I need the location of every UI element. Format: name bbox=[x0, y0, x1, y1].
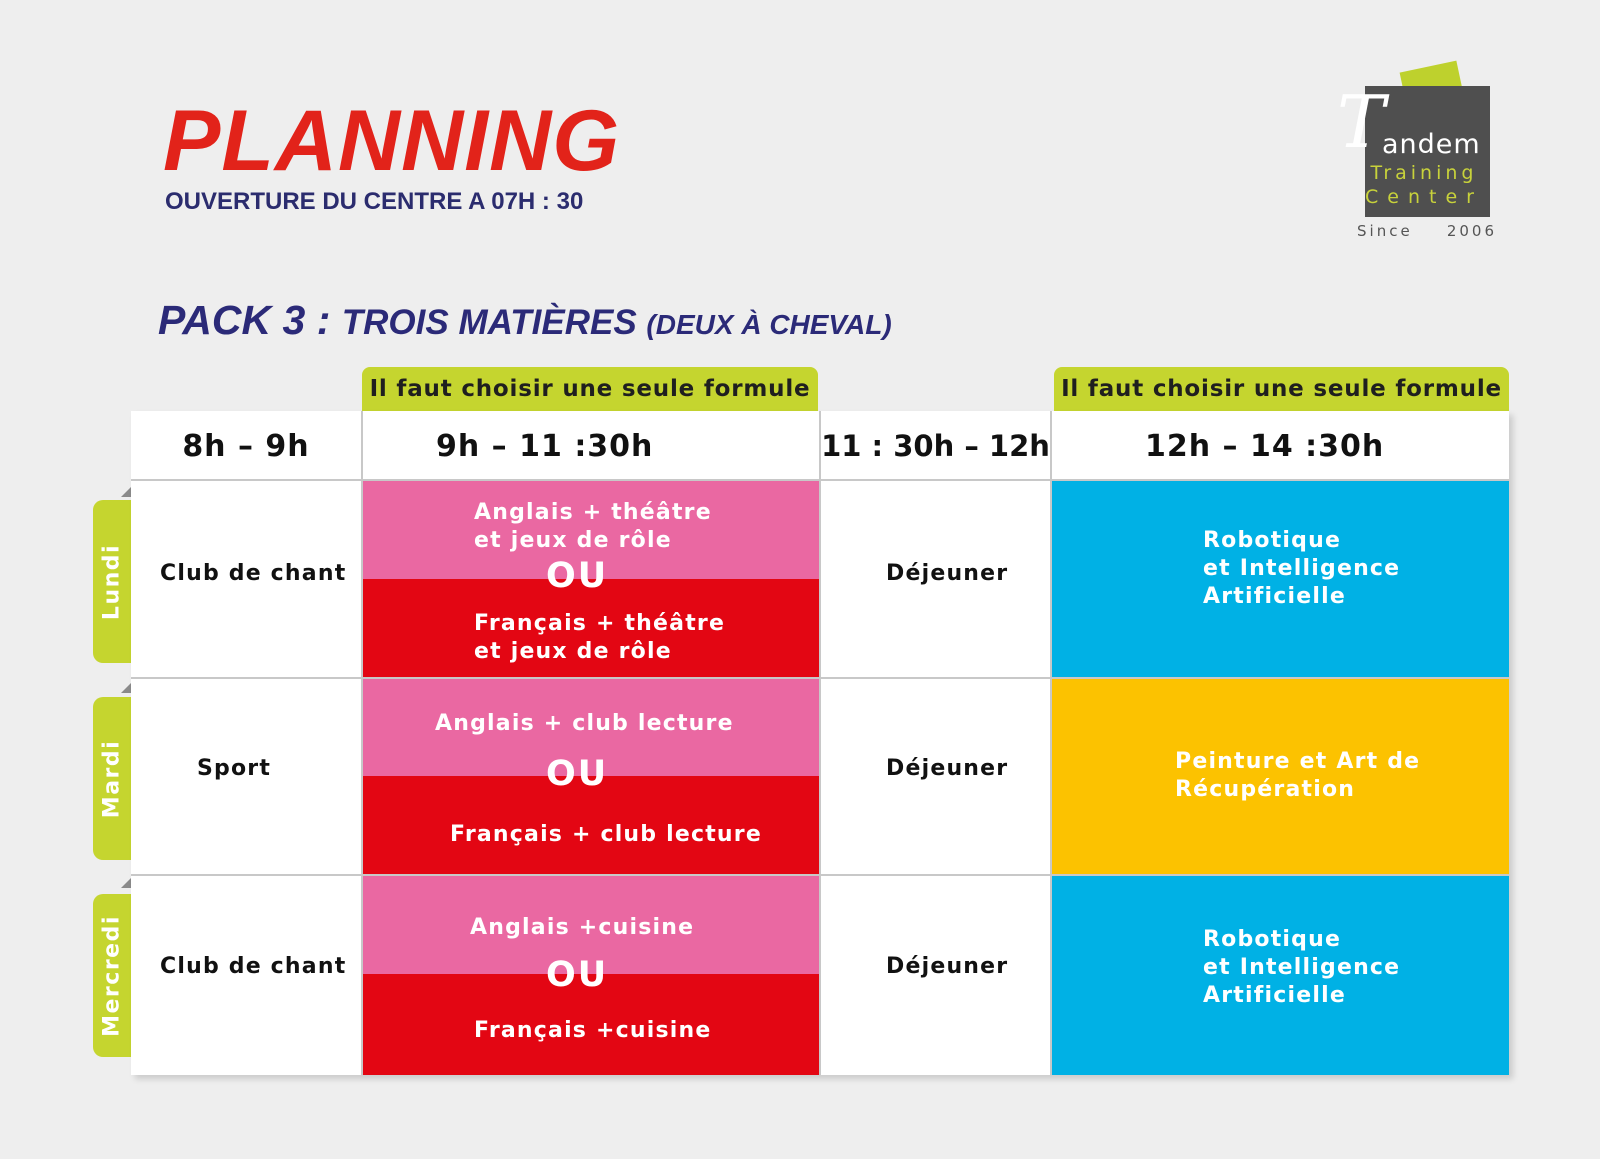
option-b-line: Français +cuisine bbox=[474, 1018, 712, 1043]
day-tab-fold bbox=[121, 683, 131, 693]
pack-note: (DEUX À CHEVAL) bbox=[646, 309, 892, 340]
option-a-line: et jeux de rôle bbox=[474, 528, 672, 553]
option-b-line: Français + club lecture bbox=[450, 822, 762, 847]
schedule-table bbox=[131, 411, 1509, 1075]
column-header: 9h – 11 :30h bbox=[436, 428, 654, 464]
day-tab-mercredi bbox=[93, 894, 131, 1057]
day-label: Lundi bbox=[99, 543, 125, 620]
lunch-label: Déjeuner bbox=[886, 561, 1009, 586]
afternoon-line: Peinture et Art de bbox=[1175, 749, 1421, 774]
day-tab-fold bbox=[121, 878, 131, 888]
option-a-line: Anglais +cuisine bbox=[470, 915, 695, 940]
or-separator: OU bbox=[546, 556, 609, 596]
early-activity: Sport bbox=[197, 756, 272, 781]
formula-note-afternoon: Il faut choisir une seule formule bbox=[1054, 367, 1509, 411]
day-tab-mardi bbox=[93, 697, 131, 860]
logo-since-year: 2006 bbox=[1446, 222, 1497, 240]
early-activity: Club de chant bbox=[160, 561, 347, 586]
grid-line bbox=[1050, 411, 1052, 1075]
or-separator: OU bbox=[546, 955, 609, 995]
opening-hours: OUVERTURE DU CENTRE A 07H : 30 bbox=[165, 188, 584, 215]
lunch-label: Déjeuner bbox=[886, 954, 1009, 979]
early-activity: Club de chant bbox=[160, 954, 347, 979]
column-header: 11 : 30h – 12h bbox=[821, 429, 1050, 463]
option-b-line: Français + théâtre bbox=[474, 611, 726, 636]
logo-center: Center bbox=[1365, 186, 1483, 208]
column-header: 8h – 9h bbox=[182, 428, 310, 464]
option-a-line: Anglais + théâtre bbox=[474, 500, 712, 525]
day-tab-lundi bbox=[93, 500, 131, 663]
pack-prefix: PACK 3 : bbox=[158, 297, 342, 343]
page-title: PLANNING bbox=[163, 93, 621, 189]
pack-title bbox=[158, 297, 892, 343]
logo-since bbox=[1357, 224, 1497, 239]
day-tab-fold bbox=[121, 487, 131, 497]
day-label: Mercredi bbox=[99, 914, 125, 1037]
formula-note-morning: Il faut choisir une seule formule bbox=[362, 367, 818, 411]
pack-main: TROIS MATIÈRES bbox=[341, 303, 647, 342]
option-b-line: et jeux de rôle bbox=[474, 639, 672, 664]
afternoon-line: et Intelligence bbox=[1203, 955, 1401, 980]
afternoon-line: Récupération bbox=[1175, 777, 1356, 802]
logo-since-label: Since bbox=[1357, 222, 1413, 240]
lunch-label: Déjeuner bbox=[886, 756, 1009, 781]
option-a-line: Anglais + club lecture bbox=[435, 711, 734, 736]
logo-word: andem bbox=[1382, 129, 1481, 160]
or-separator: OU bbox=[546, 754, 609, 794]
afternoon-line: et Intelligence bbox=[1203, 556, 1401, 581]
logo-training: Training bbox=[1370, 162, 1478, 184]
afternoon-line: Robotique bbox=[1203, 528, 1342, 553]
day-label: Mardi bbox=[99, 739, 125, 818]
grid-line bbox=[819, 411, 821, 1075]
column-header: 12h – 14 :30h bbox=[1145, 428, 1385, 464]
afternoon-line: Artificielle bbox=[1203, 584, 1346, 609]
grid-line bbox=[361, 411, 363, 1075]
afternoon-line: Artificielle bbox=[1203, 983, 1346, 1008]
afternoon-line: Robotique bbox=[1203, 927, 1342, 952]
logo-letter: T bbox=[1337, 80, 1386, 164]
